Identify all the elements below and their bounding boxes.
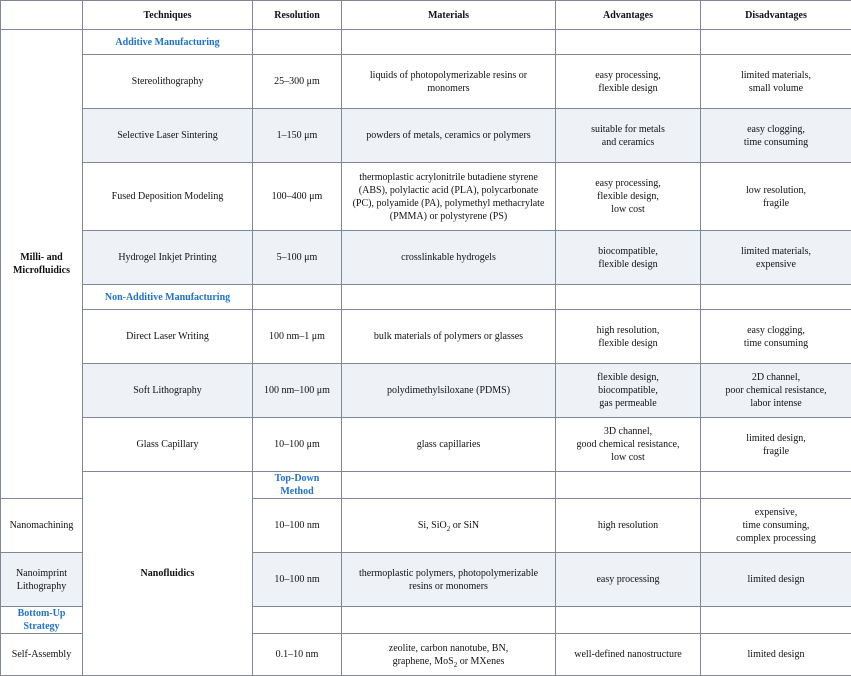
- text-fragment: or MXenes: [457, 656, 504, 667]
- text-line: flexible design,: [560, 190, 696, 203]
- section-label-additive: Additive Manufacturing: [83, 30, 253, 55]
- materials-cell: [342, 364, 556, 418]
- text-line: fragile: [705, 197, 847, 210]
- text-line: thermoplastic acrylonitrile butadiene styrene: [346, 171, 551, 184]
- text-line: high resolution: [560, 519, 696, 532]
- resolution-cell: 1–150 μm: [253, 109, 342, 163]
- header-techniques: Techniques: [83, 1, 253, 30]
- text-fragment: Si, SiO: [418, 520, 447, 531]
- text-fragment: graphene, MoS: [393, 656, 454, 667]
- header-materials: Materials: [342, 1, 556, 30]
- section-row-non-additive: [1, 285, 851, 310]
- materials-cell: [342, 310, 556, 364]
- group-label-line: Milli- and: [5, 251, 78, 264]
- text-line: easy processing,: [560, 177, 696, 190]
- disadvantages-cell: [701, 418, 851, 472]
- advantages-cell: [556, 553, 701, 607]
- text-line: glass capillaries: [346, 438, 551, 451]
- text-line: time consuming: [705, 136, 847, 149]
- text-line: limited design: [705, 648, 847, 661]
- advantages-cell: [556, 109, 701, 163]
- text-line: poor chemical resistance,: [705, 384, 847, 397]
- resolution-cell: 25–300 μm: [253, 55, 342, 109]
- text-line: 2D channel,: [705, 371, 847, 384]
- text-line: low cost: [560, 203, 696, 216]
- section-row-top-down: [1, 472, 851, 499]
- section-row-additive: [1, 30, 851, 55]
- advantages-cell: [556, 163, 701, 231]
- text-line: 3D channel,: [560, 425, 696, 438]
- table-row-hydrogel-inkjet-printing: [1, 231, 851, 285]
- disadvantages-cell: [701, 109, 851, 163]
- text-line: easy processing,: [560, 69, 696, 82]
- resolution-cell: 10–100 nm: [253, 499, 342, 553]
- text-line: well-defined nanostructure: [560, 648, 696, 661]
- text-line: and ceramics: [560, 136, 696, 149]
- resolution-cell: 100–400 μm: [253, 163, 342, 231]
- text-line: easy clogging,: [705, 123, 847, 136]
- text-line: zeolite, carbon nanotube, BN,: [346, 642, 551, 655]
- table-row-fused-deposition-modeling: [1, 163, 851, 231]
- text-line: resins or monomers: [346, 580, 551, 593]
- text-line: flexible design: [560, 337, 696, 350]
- table-row-glass-capillary: [1, 418, 851, 472]
- technique-cell: Nanomachining: [1, 499, 83, 553]
- text-line: powders of metals, ceramics or polymers: [346, 129, 551, 142]
- text-line: time consuming,: [705, 519, 847, 532]
- resolution-cell: 10–100 μm: [253, 418, 342, 472]
- advantages-cell: [556, 310, 701, 364]
- text-line: bulk materials of polymers or glasses: [346, 330, 551, 343]
- group-label-milli-micro: [1, 30, 83, 499]
- text-line: (PMMA) or polystyrene (PS): [346, 210, 551, 223]
- materials-cell: [342, 231, 556, 285]
- text-line: (ABS), polylactic acid (PLA), polycarbonate: [346, 184, 551, 197]
- advantages-cell: [556, 418, 701, 472]
- section-label-bottom-up: Bottom-Up Strategy: [1, 607, 83, 634]
- text-line: complex processing: [705, 532, 847, 545]
- group-label-nanofluidics: Nanofluidics: [83, 472, 253, 676]
- subscript: 2: [454, 661, 458, 669]
- subscript: 2: [447, 525, 451, 533]
- section-label-top-down: Top-Down Method: [253, 472, 342, 499]
- advantages-cell: [556, 55, 701, 109]
- text-line: monomers: [346, 82, 551, 95]
- disadvantages-cell: [701, 553, 851, 607]
- disadvantages-cell: [701, 364, 851, 418]
- text-line: low cost: [560, 451, 696, 464]
- table-row-direct-laser-writing: [1, 310, 851, 364]
- text-line: polydimethylsiloxane (PDMS): [346, 384, 551, 397]
- advantages-cell: [556, 231, 701, 285]
- resolution-cell: 5–100 μm: [253, 231, 342, 285]
- resolution-cell: 0.1–10 nm: [253, 634, 342, 676]
- text-line: suitable for metals: [560, 123, 696, 136]
- text-line: expensive: [705, 258, 847, 271]
- group-label-line: Microfluidics: [5, 264, 78, 277]
- materials-cell: [342, 553, 556, 607]
- text-line: flexible design: [560, 258, 696, 271]
- text-line: easy clogging,: [705, 324, 847, 337]
- materials-cell: [342, 634, 556, 676]
- text-line: low resolution,: [705, 184, 847, 197]
- advantages-cell: [556, 499, 701, 553]
- technique-cell: Stereolithography: [83, 55, 253, 109]
- text-line: (PC), polyamide (PA), polymethyl methacrylate: [346, 197, 551, 210]
- disadvantages-cell: [701, 310, 851, 364]
- text-line: thermoplastic polymers, photopolymerizable: [346, 567, 551, 580]
- text-line: fragile: [705, 445, 847, 458]
- table-row-stereolithography: [1, 55, 851, 109]
- materials-cell: [342, 55, 556, 109]
- text-line: easy processing: [560, 573, 696, 586]
- disadvantages-cell: [701, 163, 851, 231]
- table-row-soft-lithography: [1, 364, 851, 418]
- text-line: gas permeable: [560, 397, 696, 410]
- table-row-selective-laser-sintering: [1, 109, 851, 163]
- text-line: high resolution,: [560, 324, 696, 337]
- text-line: limited design,: [705, 432, 847, 445]
- text-line: limited materials,: [705, 69, 847, 82]
- header-advantages: Advantages: [556, 1, 701, 30]
- text-line: good chemical resistance,: [560, 438, 696, 451]
- text-line: biocompatible,: [560, 384, 696, 397]
- materials-cell: [342, 418, 556, 472]
- text-fragment: or SiN: [450, 520, 479, 531]
- text-line: biocompatible,: [560, 245, 696, 258]
- text-line: liquids of photopolymerizable resins or: [346, 69, 551, 82]
- technique-cell: Direct Laser Writing: [83, 310, 253, 364]
- text-line: time consuming: [705, 337, 847, 350]
- technique-cell: Hydrogel Inkjet Printing: [83, 231, 253, 285]
- header-disadvantages: Disadvantages: [701, 1, 851, 30]
- header-row: [1, 1, 851, 30]
- text-line: limited design: [705, 573, 847, 586]
- technique-cell: Soft Lithography: [83, 364, 253, 418]
- materials-cell: [342, 163, 556, 231]
- technique-cell: Glass Capillary: [83, 418, 253, 472]
- materials-cell: [342, 109, 556, 163]
- text-line: expensive,: [705, 506, 847, 519]
- resolution-cell: 100 nm–1 μm: [253, 310, 342, 364]
- disadvantages-cell: [701, 55, 851, 109]
- technique-cell: Nanoimprint Lithography: [1, 553, 83, 607]
- text-line: flexible design: [560, 82, 696, 95]
- resolution-cell: 100 nm–100 μm: [253, 364, 342, 418]
- header-corner-cell: [1, 1, 83, 30]
- advantages-cell: [556, 634, 701, 676]
- header-resolution: Resolution: [253, 1, 342, 30]
- disadvantages-cell: [701, 499, 851, 553]
- text-line: labor intense: [705, 397, 847, 410]
- text-line: flexible design,: [560, 371, 696, 384]
- text-line: crosslinkable hydrogels: [346, 251, 551, 264]
- technique-cell: Self-Assembly: [1, 634, 83, 676]
- disadvantages-cell: [701, 634, 851, 676]
- technique-cell: Fused Deposition Modeling: [83, 163, 253, 231]
- disadvantages-cell: [701, 231, 851, 285]
- advantages-cell: [556, 364, 701, 418]
- text-line: small volume: [705, 82, 847, 95]
- text-line: [346, 655, 551, 668]
- section-label-non-additive: Non-Additive Manufacturing: [83, 285, 253, 310]
- text-line: limited materials,: [705, 245, 847, 258]
- resolution-cell: 10–100 nm: [253, 553, 342, 607]
- materials-cell: [342, 499, 556, 553]
- technique-cell: Selective Laser Sintering: [83, 109, 253, 163]
